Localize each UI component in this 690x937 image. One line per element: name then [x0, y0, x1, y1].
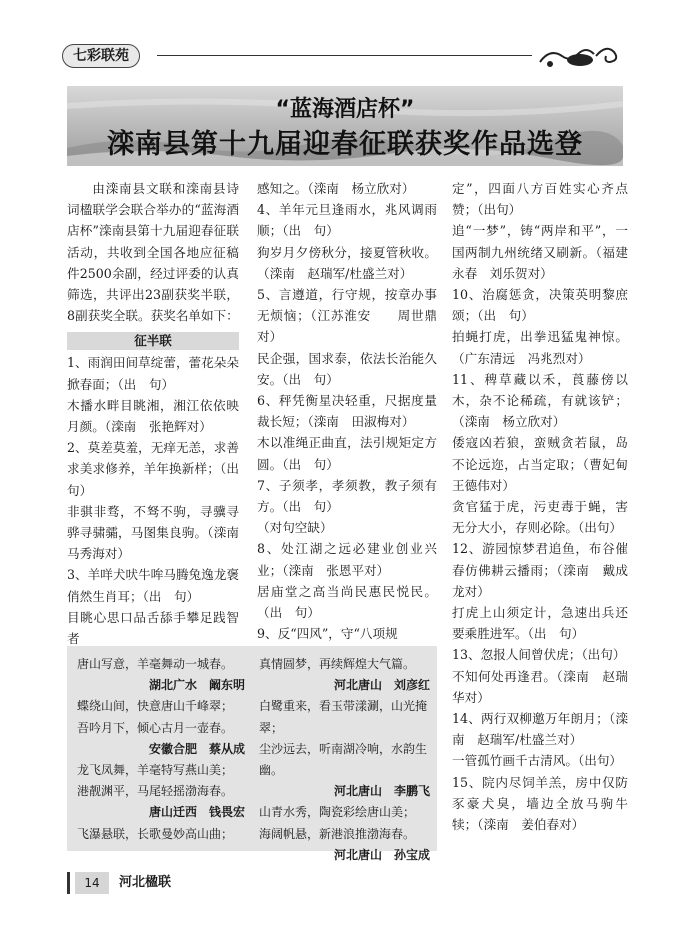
couplet-entry: 4、羊年元旦逢雨水，兆风调雨顺；（出 句）	[257, 202, 437, 239]
couplet-entry: 15、院内尽饲羊羔，房中仅防豕豪犬臭，墙边全放马驹牛犊；（滦南 姜伯春对）	[452, 774, 628, 833]
couplet-entry: 2、莫差莫羞，无痒无恙，求善求美求修养，羊年换新样；（出 句）	[67, 440, 252, 498]
cloud-scroll-ornament-icon	[536, 42, 622, 70]
sidebar-couplets-left	[77, 654, 249, 845]
couplet-entry: 目眺心思口品舌舔手攀足践智者	[67, 609, 239, 647]
section-subhead: 征半联	[67, 332, 239, 350]
couplet-entry: 10、治腐惩贪，决策英明黎庶颂；（出 句）	[452, 287, 628, 324]
couplet-entry: 6、秤凭衡星决轻重，尺据度量裁长短；（滦南 田淑梅对）	[257, 393, 437, 430]
couplet-line: 唐山写意，羊毫舞动一城春。	[77, 657, 234, 671]
couplet-entry: （对句空缺）	[257, 520, 333, 536]
sidebar-couplets-box	[67, 646, 437, 862]
page-number: 14	[75, 872, 109, 894]
couplet-entry: 木播水畔目眺湘，湘江依依映月颜。（滦南 张艳辉对）	[67, 397, 239, 435]
banner-title-main: 滦南县第十九届迎春征联获奖作品选登	[107, 129, 583, 160]
couplet-author: 河北唐山 李鹏飞	[333, 784, 430, 799]
page-header	[62, 42, 622, 70]
intro-paragraph: 由滦南县文联和滦南县诗词楹联学会联合举办的“蓝海酒店杯”滦南县第十九届迎春征联活动，共收到全国各地应征稿件2500余副，经过评委的认真筛选，共评出23副获奖半联，8副获奖全联。获奖名单如下：	[67, 181, 239, 324]
couplet-entry: 7、子须孝，孝须教，教子须有方。（出 句）	[257, 477, 437, 515]
article-column-1	[67, 178, 252, 649]
header-rule	[157, 55, 532, 56]
couplet-line: 海阔帆悬，新港浪推渤海春。	[259, 826, 416, 841]
couplet-entry: 不知何处再逢君。（滦南 赵瑞华对）	[452, 668, 628, 705]
couplet-line: 山青水秀，陶瓷彩绘唐山美；	[259, 805, 416, 820]
couplet-entry: 非骐非骛，不驽不驹，寻骥寻骅寻骕骦，马图集良驹。（滦南 马秀海对）	[67, 503, 252, 562]
magazine-name: 河北楹联	[119, 875, 172, 890]
footer-bar	[67, 872, 70, 894]
couplet-entry: 1、雨润田间草绽蕾，蕾花朵朵掀春面；（出 句）	[67, 355, 239, 392]
title-banner	[67, 86, 623, 166]
couplet-author: 安徽合肥 蔡从成	[148, 741, 245, 756]
couplet-entry: 木以准绳正曲直，法引规矩定方圆。（出 句）	[257, 435, 437, 472]
couplet-line: 龙飞凤舞，羊毫特写燕山美；	[77, 763, 234, 778]
couplet-author: 湖北广水 阚东明	[148, 678, 245, 693]
section-label: 七彩联苑	[62, 44, 140, 68]
couplet-entry: 5、言遵道，行守规，按章办事无烦恼；（江苏淮安 周世鼎对）	[257, 287, 437, 345]
couplet-entry: 3、羊咩犬吠牛哞马腾兔逸龙褒俏然生肖耳；（出 句）	[67, 567, 239, 604]
couplet-author: 河北唐山 孙宝成	[333, 847, 430, 862]
couplet-author: 河北唐山 刘彦红	[333, 678, 430, 693]
couplet-entry: 8、处江湖之远必建业创业兴业；（滦南 张恩平对）	[257, 541, 437, 578]
sidebar-couplets-right	[259, 654, 434, 866]
couplet-entry: 狗岁月夕傍秋分，接夏管秋收。（滦南 赵瑞军/杜盛兰对）	[257, 244, 437, 281]
couplet-entry: 13、忽报人间曾伏虎；（出句）	[452, 647, 626, 663]
couplet-line: 吾吟月下，倾心古月一壶春。	[77, 720, 234, 735]
couplet-entry: 11、稗草藏以禾，莨藤傍以木，杂不论稀疏，有就该铲；（滦南 杨立欣对）	[452, 371, 628, 430]
couplet-entry: 打虎上山须定计，急速出兵还要乘胜进军。（出 句）	[452, 605, 628, 642]
couplet-entry: 拍蝇打虎，出拳迅猛鬼神惊。（广东清远 冯兆烈对）	[452, 329, 628, 366]
couplet-author: 唐山迁西 钱畏宏	[148, 805, 245, 820]
couplet-entry: 贪官猛于虎，污吏毒于蝇，害无分大小，存则必除。（出句）	[452, 499, 628, 536]
couplet-entry: 14、两行双柳邀万年朗月；（滦南 赵瑞军/杜盛兰对）	[452, 711, 628, 748]
article-column-3	[452, 178, 641, 835]
banner-title-cup: “蓝海酒店杯”	[275, 97, 415, 122]
couplet-entry: 感知之。（滦南 杨立欣对）	[257, 181, 415, 196]
couplet-line: 白鹭重来，看玉带漾涮，山光掩翠；	[259, 699, 428, 735]
couplet-entry: 倭寇凶若狼，蛮贼贪若鼠，岛不论远迩，占当定取；（曹妃甸 王德伟对）	[452, 435, 641, 493]
couplet-line: 飞瀑悬联，长歌曼妙高山曲；	[77, 826, 234, 841]
page-footer	[67, 868, 367, 896]
couplet-entry: 一管孤竹画千古清风。（出句）	[452, 753, 623, 769]
couplet-entry: 居庙堂之高当尚民惠民悦民。（出 句）	[257, 583, 437, 621]
couplet-line: 蝶绕山间，快意唐山千峰翠；	[77, 699, 234, 714]
article-column-2	[257, 178, 437, 644]
couplet-line: 真情圆梦，再续辉煌大气篇。	[259, 657, 416, 671]
couplet-entry: 追“一梦”，铸“两岸和平”，一国两制九州统绪又刷新。（福建永春 刘乐贺对）	[452, 223, 628, 281]
couplet-entry: 定”，四面八方百姓实心齐点赞；（出句）	[452, 181, 628, 218]
couplet-line: 尘沙远去，听南湖冷响，水韵生幽。	[259, 741, 428, 778]
couplet-line: 港靓渊平，马尾轻摇渤海春。	[77, 784, 234, 799]
couplet-entry: 9、反“四风”，守“八项规	[257, 626, 398, 642]
couplet-entry: 12、游园惊梦君追鱼，布谷催春仿佛耕云播雨；（滦南 戴成龙对）	[452, 541, 628, 599]
couplet-entry: 民企强，国求泰，依法长治能久安。（出 句）	[257, 350, 437, 387]
